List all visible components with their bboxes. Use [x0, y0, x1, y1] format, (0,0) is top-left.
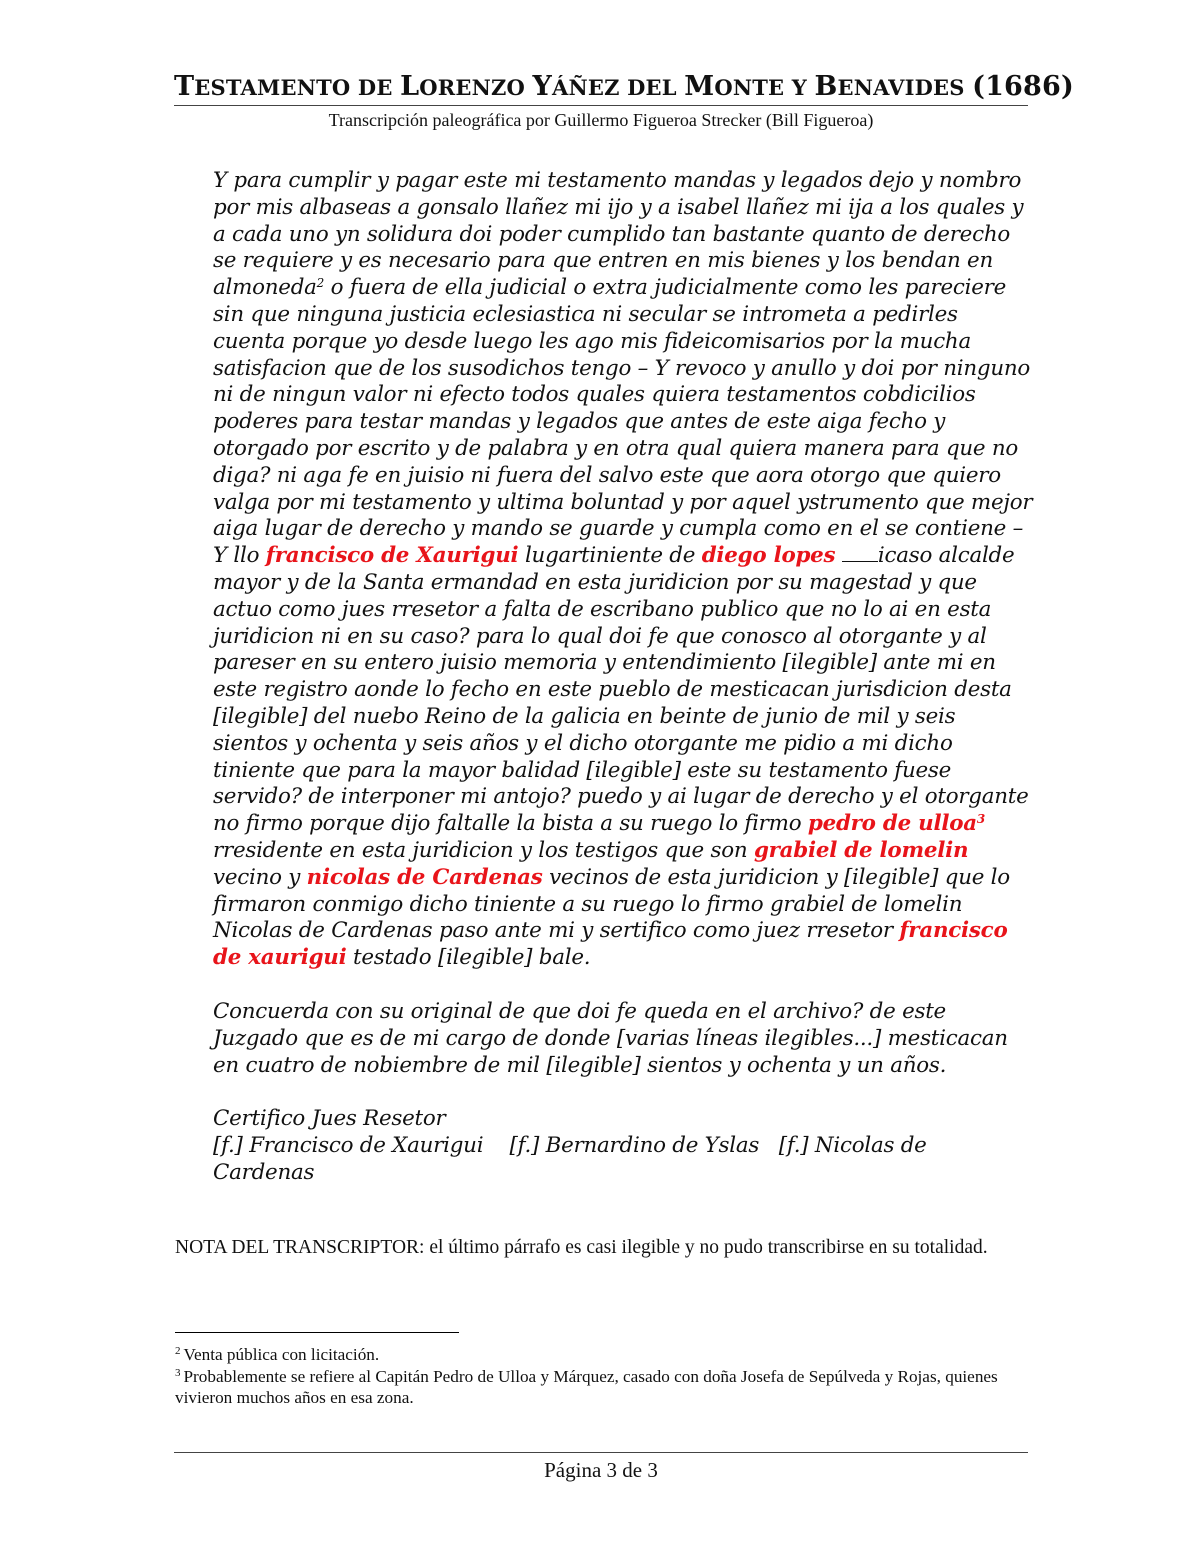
- paragraph-concuerda: Concuerda con su original de que doi fe queda en el archivo? de este Juzgado que es de mi cargo de donde [varias líneas ilegibles...] mesticacan en cuatro de nobiembre de mil [ilegible] sientos y ochenta y un años.: [213, 998, 1008, 1078]
- highlighted-name: francisco de Xaurigui: [265, 543, 519, 569]
- highlighted-name: francisco de xaurigui: [213, 918, 1008, 971]
- blank-underline: [842, 547, 878, 562]
- signature-heading: Certifico Jues Resetor: [213, 1106, 446, 1132]
- title-part: ORENZO: [419, 75, 533, 100]
- title-part: T: [174, 71, 195, 102]
- title-part: B: [814, 71, 838, 102]
- paragraph-spacer: [213, 1079, 1033, 1106]
- text-run: rresidente en esta juridicion y los testigos que son: [213, 837, 754, 863]
- footnote-number: 2: [175, 1345, 181, 1357]
- transcription-body: [213, 168, 1033, 1187]
- footnote-divider: [175, 1332, 459, 1333]
- highlighted-name: nicolas de Cardenas: [306, 864, 543, 890]
- title-part: ESTAMENTO DE: [194, 75, 401, 100]
- highlighted-name: diego lopes: [701, 543, 836, 569]
- text-run: vecinos de esta juridicion y [ilegible] que lo firmaron conmigo dicho tiniente a su ruego lo firmo grabiel de lomelin Nicolas de Cardenas paso ante mi y sertifico como juez rresetor: [213, 864, 1010, 944]
- signatures-line: [f.] Francisco de Xaurigui [f.] Bernardino de Yslas [f.] Nicolas de Cardenas: [213, 1133, 934, 1185]
- text-run: lugartiniente de: [518, 543, 702, 569]
- footnote-ref-2[interactable]: 2: [316, 276, 325, 291]
- page-header: [174, 70, 1074, 131]
- title-part: M: [684, 71, 715, 102]
- footnotes: [175, 1344, 1015, 1409]
- text-run: testado [ilegible] bale.: [346, 945, 591, 971]
- title-part: ONTE Y: [714, 75, 815, 100]
- title-part: Y: [532, 71, 553, 102]
- footnote-text: Venta pública con licitación.: [183, 1345, 380, 1364]
- highlighted-name: grabiel de lomelin: [753, 837, 969, 863]
- title-part: ÁÑEZ DEL: [552, 75, 685, 100]
- header-divider: [174, 105, 1028, 106]
- text-run: Y para cumplir y pagar este mi testamento mandas y legados dejo y nombro por mis albaseas a gonsalo llañez mi ijo y a isabel llañez mi ija a los quales y a cada uno yn solidura doi poder cumplido tan bastante quanto de derecho se requiere y es necesario para que entren en mis bienes y los bendan en almoneda: [213, 168, 1024, 301]
- paragraph-spacer: [213, 972, 1033, 999]
- footnote-ref-3[interactable]: 3: [976, 812, 985, 827]
- title-part: L: [400, 71, 420, 102]
- page-number: Página 3 de 3: [544, 1458, 658, 1482]
- footnote-item: [175, 1344, 1015, 1366]
- title-part: ENAVIDES: [837, 75, 973, 100]
- footnote-number: 3: [175, 1366, 181, 1379]
- transcriber-note: NOTA DEL TRANSCRIPTOR: el último párrafo es casi ilegible y no pudo transcribirse en su totalidad.: [175, 1237, 988, 1258]
- document-subtitle: Transcripción paleográfica por Guillermo Figueroa Strecker (Bill Figueroa): [328, 110, 874, 130]
- paragraph-testament: [213, 168, 1033, 972]
- text-run: o fuera de ella judicial o extra judicialmente como les pareciere sin que ninguna justicia eclesiastica ni secular se intrometa a pedirles cuenta porque yo desde luego les ago mis fideicomisarios por la mucha satisfacion que de los susodichos tengo – Y revoco y anullo y doi por ninguno ni de ningun valor ni efecto todos quales quiera testamentos cobdicilios poderes para testar mandas y legados que antes de este aiga fecho y otorgado por escrito y de palabra y en otra qual quiera manera para que no diga? ni aga fe en juisio ni fuera del salvo este que aora otorgo que quiero valga por mi testamento y ultima boluntad y por aquel ystrumento que mejor aiga lugar de derecho y mando se guarde y cumpla como en el se contiene – Y llo: [213, 275, 1033, 569]
- text-run: vecino y: [213, 864, 307, 890]
- footer-divider: [174, 1452, 1028, 1453]
- document-title: [174, 70, 1074, 105]
- highlighted-name: pedro de ulloa: [807, 811, 977, 837]
- title-part: (1686): [972, 71, 1074, 102]
- footnote-text: Probablemente se refiere al Capitán Pedro de Ulloa y Márquez, casado con doña Josefa de Sepúlveda y Rojas, quienes vivieron muchos años en esa zona.: [175, 1366, 998, 1407]
- footnote-item: [175, 1366, 1015, 1409]
- text-run: icaso alcalde mayor y de la Santa ermandad en esta juridicion por su magestad y que actuo como jues rresetor a falta de escribano publico que no lo ai en esta juridicion ni en su caso? para lo qual doi fe que conosco al otorgante y al pareser en su entero juisio memoria y entendimiento [ilegible] ante mi en este registro aonde lo fecho en este pueblo de mesticacan jurisdicion desta [ilegible] del nuebo Reino de la galicia en beinte de junio de mil y seis sientos y ochenta y seis años y el dicho otorgante me pidio a mi dicho tiniente que para la mayor balidad [ilegible] este su testamento fuese servido? de interponer mi antojo? puedo y ai lugar de derecho y el otorgante no firmo porque dijo faltalle la bista a su ruego lo firmo: [213, 543, 1029, 837]
